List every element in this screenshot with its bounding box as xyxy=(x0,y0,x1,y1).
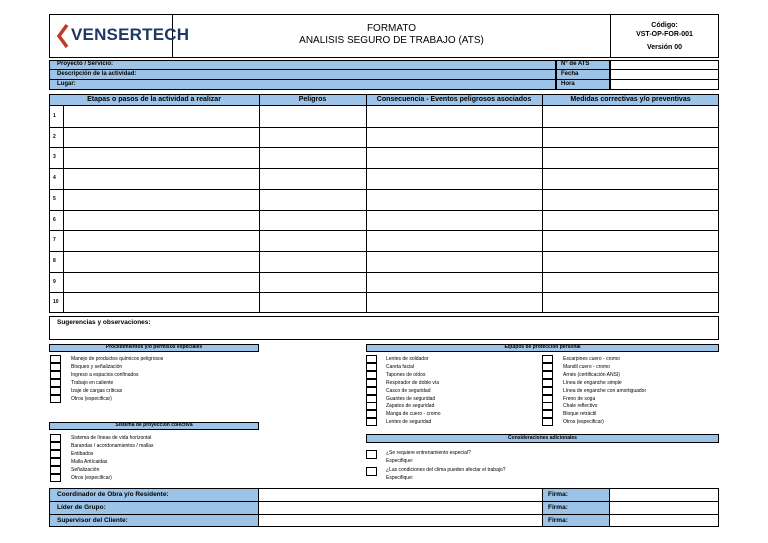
measure-cell[interactable] xyxy=(543,273,719,293)
hazard-cell[interactable] xyxy=(260,190,366,210)
sign-label-1: Firma: xyxy=(548,491,568,498)
version-label: Versión 00 xyxy=(646,44,683,51)
row-number: 6 xyxy=(53,217,56,223)
measure-cell[interactable] xyxy=(543,293,719,313)
ppe-right-label: Otros (especificar) xyxy=(563,419,604,425)
row-number: 1 xyxy=(53,113,56,119)
step-cell[interactable] xyxy=(64,252,259,272)
measure-cell[interactable] xyxy=(543,128,719,148)
ppe-right-checkbox[interactable] xyxy=(542,402,553,410)
ppe-left-checkbox[interactable] xyxy=(366,387,377,395)
special-training-specify: Especifique: xyxy=(386,458,414,464)
collective-checkbox[interactable] xyxy=(50,450,61,458)
row-number: 8 xyxy=(53,258,56,264)
measure-cell[interactable] xyxy=(543,148,719,168)
sign-label-3: Firma: xyxy=(548,517,568,524)
measure-cell[interactable] xyxy=(543,107,719,127)
info-divider-2 xyxy=(49,79,556,80)
info-divider-1 xyxy=(49,69,556,70)
measure-cell[interactable] xyxy=(543,211,719,231)
consequence-cell[interactable] xyxy=(367,211,542,231)
ppe-right-label: Línea de enganche con amortiguador xyxy=(563,388,647,394)
logo-chevron-icon xyxy=(56,23,70,49)
ats-number-field[interactable] xyxy=(611,61,718,69)
ppe-right-label: Freno de soga xyxy=(563,396,596,402)
measure-cell[interactable] xyxy=(543,190,719,210)
ppe-left-checkbox[interactable] xyxy=(366,355,377,363)
measure-cell[interactable] xyxy=(543,169,719,189)
suggestions-label: Sugerencias y observaciones: xyxy=(57,319,151,326)
row-number: 4 xyxy=(53,175,56,181)
coordinator-signature-field[interactable] xyxy=(611,489,718,501)
group-leader-signature-field[interactable] xyxy=(611,502,718,514)
row-number: 9 xyxy=(53,279,56,285)
ppe-left-label: Guantes de seguridad xyxy=(386,396,436,402)
procedures-title: Procedimientos y/o permisos especiales xyxy=(105,344,203,350)
step-cell[interactable] xyxy=(64,231,259,251)
date-field[interactable] xyxy=(611,70,718,79)
ppe-left-label: Lentes de seguridad xyxy=(386,419,432,425)
group-leader-label: Líder de Grupo: xyxy=(57,504,106,511)
hazard-cell[interactable] xyxy=(260,252,366,272)
consequence-cell[interactable] xyxy=(367,273,542,293)
step-cell[interactable] xyxy=(64,190,259,210)
consequence-cell[interactable] xyxy=(367,293,542,313)
date-label: Fecha xyxy=(561,71,579,77)
collective-label: Entibados xyxy=(71,451,94,457)
collective-checkbox[interactable] xyxy=(50,434,61,442)
collective-label: Señalización xyxy=(71,467,100,473)
ppe-left-label: Lentes de soldador xyxy=(386,356,429,362)
collective-label: Sistema de líneas de vida horizontal xyxy=(71,435,152,441)
procedure-checkbox[interactable] xyxy=(50,387,61,395)
consequence-cell[interactable] xyxy=(367,128,542,148)
collective-title: Sistema de proyección colectiva xyxy=(115,422,193,428)
procedure-checkbox[interactable] xyxy=(50,355,61,363)
ppe-left-label: Casco de seguridad xyxy=(386,388,431,394)
collective-label: Barandas / acordonamientos / mallas xyxy=(71,443,154,449)
weather-question: ¿Las condiciones del clima pueden afectar el trabajo? xyxy=(386,467,506,473)
ppe-right-label: Arnés (certificación ANSI) xyxy=(563,372,620,378)
ppe-right-label: Escarpines cuero - cromo xyxy=(563,356,620,362)
client-supervisor-name-field[interactable] xyxy=(260,515,542,527)
ppe-right-checkbox[interactable] xyxy=(542,355,553,363)
coordinator-name-field[interactable] xyxy=(260,489,542,501)
weather-checkbox[interactable] xyxy=(366,467,377,476)
logo-text: VENSERTECH xyxy=(71,25,190,44)
row-number: 3 xyxy=(53,154,56,160)
ppe-right-checkbox[interactable] xyxy=(542,387,553,395)
ppe-left-checkbox[interactable] xyxy=(366,410,377,418)
code-value: VST-OP-FOR-001 xyxy=(636,31,693,38)
format-label: FORMATO xyxy=(366,23,417,34)
col-header-steps: Etapas o pasos de la actividad a realizar xyxy=(87,96,221,103)
procedure-label: Izaje de cargas críticas xyxy=(71,388,123,394)
hazard-cell[interactable] xyxy=(260,128,366,148)
coordinator-label: Coordinador de Obra y/o Residente: xyxy=(57,491,169,498)
ppe-title: Equipos de protección personal xyxy=(504,344,581,350)
ppe-left-checkbox[interactable] xyxy=(366,402,377,410)
hazard-cell[interactable] xyxy=(260,293,366,313)
step-cell[interactable] xyxy=(64,293,259,313)
ppe-left-label: Careta facial xyxy=(386,364,415,370)
special-training-question: ¿Se requiere entrenamiento especial? xyxy=(386,450,471,456)
hazard-cell[interactable] xyxy=(260,273,366,293)
collective-label: Malla Antícaidas xyxy=(71,459,108,465)
collective-checkbox[interactable] xyxy=(50,442,61,450)
ppe-left-checkbox[interactable] xyxy=(366,363,377,371)
ppe-left-label: Respirador de doble vía xyxy=(386,380,440,386)
row-number: 7 xyxy=(53,237,56,243)
additional-title: Consideraciones adicionales xyxy=(508,435,577,441)
col-header-measures: Medidas correctivas y/o preventivas xyxy=(570,96,691,103)
ppe-right-label: Mandil cuero - cromo xyxy=(563,364,610,370)
ppe-left-checkbox[interactable] xyxy=(366,418,377,426)
collective-checkbox[interactable] xyxy=(50,458,61,466)
hazard-cell[interactable] xyxy=(260,148,366,168)
activity-label: Descripción de la actividad: xyxy=(57,71,137,77)
hazard-cell[interactable] xyxy=(260,211,366,231)
procedure-checkbox[interactable] xyxy=(50,371,61,379)
ppe-left-label: Manga de cuero - cromo xyxy=(386,411,441,417)
ppe-left-checkbox[interactable] xyxy=(366,371,377,379)
client-supervisor-signature-field[interactable] xyxy=(611,515,718,527)
step-cell[interactable] xyxy=(64,273,259,293)
ppe-right-label: Bloque retráctil xyxy=(563,411,597,417)
hazard-cell[interactable] xyxy=(260,107,366,127)
measure-cell[interactable] xyxy=(543,231,719,251)
step-cell[interactable] xyxy=(64,107,259,127)
row-number: 10 xyxy=(53,299,59,305)
consequence-cell[interactable] xyxy=(367,231,542,251)
special-training-checkbox[interactable] xyxy=(366,450,377,459)
logo xyxy=(56,22,190,50)
row-number: 5 xyxy=(53,196,56,202)
time-field[interactable] xyxy=(611,80,718,89)
hazard-cell[interactable] xyxy=(260,169,366,189)
collective-checkbox[interactable] xyxy=(50,474,61,482)
group-leader-name-field[interactable] xyxy=(260,502,542,514)
procedure-label: Bloqueo y señalización xyxy=(71,364,123,370)
consequence-cell[interactable] xyxy=(367,252,542,272)
col-header-hazards: Peligros xyxy=(298,96,327,103)
consequence-cell[interactable] xyxy=(367,107,542,127)
ats-number-label: N° de ATS xyxy=(561,61,590,67)
ppe-right-checkbox[interactable] xyxy=(542,363,553,371)
ppe-right-checkbox[interactable] xyxy=(542,418,553,426)
step-cell[interactable] xyxy=(64,169,259,189)
collective-checkbox[interactable] xyxy=(50,466,61,474)
ppe-left-label: Tapones de oídos xyxy=(386,372,426,378)
procedure-checkbox[interactable] xyxy=(50,363,61,371)
step-cell[interactable] xyxy=(64,128,259,148)
client-supervisor-label: Supervisor del Cliente: xyxy=(57,517,128,524)
ppe-right-checkbox[interactable] xyxy=(542,410,553,418)
weather-specify: Especifique: xyxy=(386,475,414,481)
procedure-checkbox[interactable] xyxy=(50,395,61,403)
consequence-cell[interactable] xyxy=(367,169,542,189)
ppe-left-checkbox[interactable] xyxy=(366,379,377,387)
consequence-cell[interactable] xyxy=(367,148,542,168)
procedure-checkbox[interactable] xyxy=(50,379,61,387)
step-cell[interactable] xyxy=(64,148,259,168)
procedure-label: Trabajo en caliente xyxy=(71,380,114,386)
ppe-right-checkbox[interactable] xyxy=(542,379,553,387)
ppe-right-checkbox[interactable] xyxy=(542,371,553,379)
ppe-left-label: Zapatos de seguridad xyxy=(386,403,435,409)
document-title: ANALISIS SEGURO DE TRABAJO (ATS) xyxy=(299,35,484,46)
row-number: 2 xyxy=(53,134,56,140)
project-label: Proyecto / Servicio: xyxy=(57,61,114,67)
consequence-cell[interactable] xyxy=(367,190,542,210)
procedure-label: Manejo de productos químicos peligrosos xyxy=(71,356,164,362)
ppe-right-label: Chale reflectivo xyxy=(563,403,598,409)
code-label: Código: xyxy=(651,22,678,29)
procedure-label: Ingreso a espacios confinados xyxy=(71,372,139,378)
sign-label-2: Firma: xyxy=(548,504,568,511)
measure-cell[interactable] xyxy=(543,252,719,272)
place-label: Lugar: xyxy=(57,81,76,87)
procedure-label: Otros (especificar) xyxy=(71,396,112,402)
col-header-consequences: Consecuencia - Eventos peligrosos asociados xyxy=(376,96,532,103)
ppe-right-label: Línea de enganche simple xyxy=(563,380,622,386)
hazard-cell[interactable] xyxy=(260,231,366,251)
step-cell[interactable] xyxy=(64,211,259,231)
time-label: Hora xyxy=(561,81,575,87)
collective-label: Otros (especificar) xyxy=(71,475,112,481)
